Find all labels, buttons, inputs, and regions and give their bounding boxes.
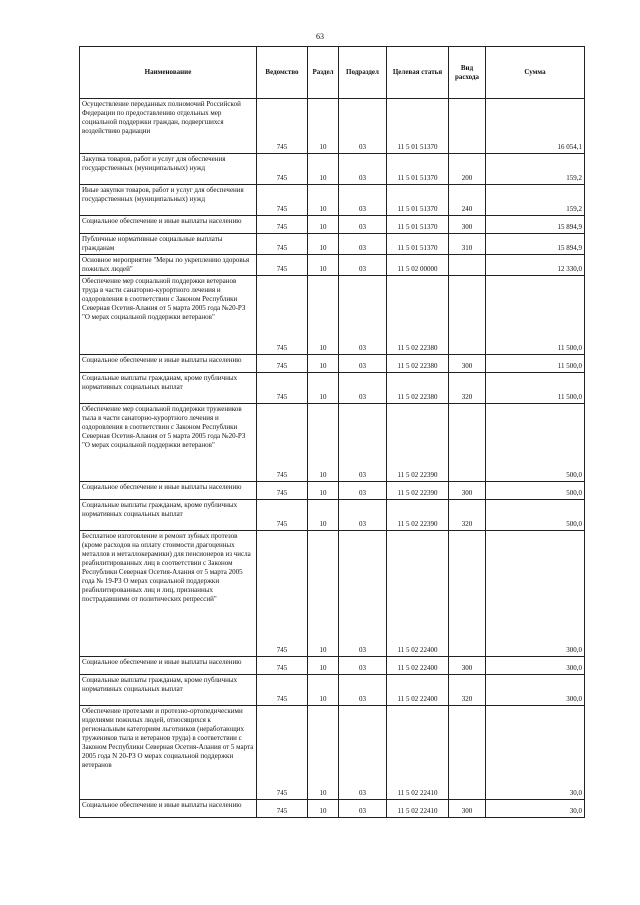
row-expense-kind: 240 <box>449 185 486 216</box>
row-department: 745 <box>257 234 308 255</box>
header-department: Ведомство <box>257 47 308 99</box>
row-department: 745 <box>257 216 308 234</box>
header-article: Целевая статья <box>387 47 449 99</box>
table-row <box>80 185 585 216</box>
row-section: 10 <box>308 675 339 706</box>
row-subsection: 03 <box>339 657 387 675</box>
row-section: 10 <box>308 216 339 234</box>
row-name: Социальное обеспечение и иные выплаты населению <box>80 216 257 234</box>
row-department: 745 <box>257 404 308 482</box>
table-row <box>80 276 585 355</box>
row-department: 745 <box>257 255 308 276</box>
row-name: Социальное обеспечение и иные выплаты населению <box>80 657 257 675</box>
row-expense-kind <box>449 706 486 800</box>
row-name: Иные закупки товаров, работ и услуг для обеспечения государственных (муниципальных) нужд <box>80 185 257 216</box>
row-subsection: 03 <box>339 255 387 276</box>
header-subsection: Подраздел <box>339 47 387 99</box>
row-section: 10 <box>308 276 339 355</box>
row-subsection: 03 <box>339 675 387 706</box>
row-subsection: 03 <box>339 355 387 373</box>
row-section: 10 <box>308 154 339 185</box>
row-sum: 15 894,9 <box>486 234 585 255</box>
row-department: 745 <box>257 373 308 404</box>
table-row <box>80 800 585 818</box>
row-expense-kind: 300 <box>449 800 486 818</box>
row-article: 11 5 01 51370 <box>387 99 449 154</box>
row-subsection: 03 <box>339 185 387 216</box>
row-sum: 11 500,0 <box>486 373 585 404</box>
row-article: 11 5 02 22390 <box>387 482 449 500</box>
row-subsection: 03 <box>339 706 387 800</box>
row-subsection: 03 <box>339 99 387 154</box>
row-article: 11 5 01 51370 <box>387 234 449 255</box>
header-section: Раздел <box>308 47 339 99</box>
row-section: 10 <box>308 500 339 531</box>
row-name: Публичные нормативные социальные выплаты гражданам <box>80 234 257 255</box>
header-name: Наименование <box>80 47 257 99</box>
row-subsection: 03 <box>339 234 387 255</box>
row-name: Закупка товаров, работ и услуг для обеспечения государственных (муниципальных) нужд <box>80 154 257 185</box>
header-sum: Сумма <box>486 47 585 99</box>
table-row <box>80 355 585 373</box>
row-section: 10 <box>308 482 339 500</box>
row-name: Обеспечение мер социальной поддержки ветеранов труда в части санаторно-курортного лечения и оздоровления в соответствии с Законом Республики Северная Осетия-Алания от 5 марта 2005 года №20-РЗ "О мерах социальной поддержки ветеранов" <box>80 276 257 355</box>
row-subsection: 03 <box>339 500 387 531</box>
row-expense-kind <box>449 255 486 276</box>
row-expense-kind: 300 <box>449 482 486 500</box>
table-row <box>80 154 585 185</box>
table-row <box>80 675 585 706</box>
row-department: 745 <box>257 706 308 800</box>
row-subsection: 03 <box>339 404 387 482</box>
row-expense-kind: 320 <box>449 675 486 706</box>
row-department: 745 <box>257 531 308 657</box>
row-name: Социальное обеспечение и иные выплаты населению <box>80 482 257 500</box>
row-name: Основное мероприятие "Меры по укреплению здоровья пожилых людей" <box>80 255 257 276</box>
row-department: 745 <box>257 657 308 675</box>
row-name: Социальные выплаты гражданам, кроме публичных нормативных социальных выплат <box>80 373 257 404</box>
row-subsection: 03 <box>339 276 387 355</box>
row-section: 10 <box>308 185 339 216</box>
row-sum: 159,2 <box>486 185 585 216</box>
row-section: 10 <box>308 234 339 255</box>
row-article: 11 5 02 22400 <box>387 531 449 657</box>
row-subsection: 03 <box>339 373 387 404</box>
row-department: 745 <box>257 185 308 216</box>
table-row <box>80 234 585 255</box>
row-section: 10 <box>308 255 339 276</box>
row-subsection: 03 <box>339 154 387 185</box>
row-name: Осуществление переданных полномочий Российской Федерации по предоставлению отдельных мер социальной поддержки граждан, подвергшихся воздействию радиации <box>80 99 257 154</box>
row-expense-kind: 320 <box>449 373 486 404</box>
row-article: 11 5 02 22400 <box>387 675 449 706</box>
row-subsection: 03 <box>339 531 387 657</box>
table-row <box>80 500 585 531</box>
row-department: 745 <box>257 99 308 154</box>
table-row <box>80 404 585 482</box>
row-subsection: 03 <box>339 800 387 818</box>
row-sum: 500,0 <box>486 404 585 482</box>
row-expense-kind: 300 <box>449 657 486 675</box>
row-article: 11 5 02 22410 <box>387 706 449 800</box>
table-row <box>80 216 585 234</box>
row-expense-kind: 200 <box>449 154 486 185</box>
row-expense-kind <box>449 531 486 657</box>
row-article: 11 5 02 22390 <box>387 404 449 482</box>
budget-table <box>79 46 585 818</box>
row-sum: 30,0 <box>486 706 585 800</box>
row-article: 11 5 02 22400 <box>387 657 449 675</box>
row-department: 745 <box>257 276 308 355</box>
row-section: 10 <box>308 800 339 818</box>
row-subsection: 03 <box>339 482 387 500</box>
row-subsection: 03 <box>339 216 387 234</box>
row-section: 10 <box>308 99 339 154</box>
row-department: 745 <box>257 482 308 500</box>
table-row <box>80 373 585 404</box>
row-section: 10 <box>308 657 339 675</box>
row-section: 10 <box>308 706 339 800</box>
row-department: 745 <box>257 500 308 531</box>
row-article: 11 5 02 22380 <box>387 276 449 355</box>
row-department: 745 <box>257 154 308 185</box>
row-article: 11 5 02 22410 <box>387 800 449 818</box>
row-expense-kind: 310 <box>449 234 486 255</box>
table-body <box>80 99 585 818</box>
table-row <box>80 99 585 154</box>
row-article: 11 5 02 22380 <box>387 373 449 404</box>
table-row <box>80 706 585 800</box>
row-article: 11 5 02 22390 <box>387 500 449 531</box>
row-sum: 15 894,9 <box>486 216 585 234</box>
row-expense-kind: 320 <box>449 500 486 531</box>
row-name: Обеспечение мер социальной поддержки тружеников тыла в части санаторно-курортного лечения и оздоровления в соответствии с Законом Республики Северная Осетия-Алания от 5 марта 2005 года №20-РЗ "О мерах социальной поддержки ветеранов" <box>80 404 257 482</box>
row-expense-kind: 300 <box>449 216 486 234</box>
row-article: 11 5 02 00000 <box>387 255 449 276</box>
page-number: 63 <box>316 32 324 41</box>
row-section: 10 <box>308 404 339 482</box>
row-name: Обеспечение протезами и протезно-ортопедическими изделиями пожилых людей, относящихся к региональным категориям льготников (неработающих тружеников тыла и ветеранов труда) в соответствии с Законом Республики Северная Осетия-Алания от 5 марта 2005 года N 20-РЗ О мерах социальной поддержки ветеранов <box>80 706 257 800</box>
row-article: 11 5 01 51370 <box>387 216 449 234</box>
row-name: Социальное обеспечение и иные выплаты населению <box>80 800 257 818</box>
table-row <box>80 255 585 276</box>
row-name: Социальные выплаты гражданам, кроме публичных нормативных социальных выплат <box>80 500 257 531</box>
row-sum: 300,0 <box>486 675 585 706</box>
row-section: 10 <box>308 355 339 373</box>
row-article: 11 5 02 22380 <box>387 355 449 373</box>
row-department: 745 <box>257 800 308 818</box>
row-sum: 11 500,0 <box>486 355 585 373</box>
row-expense-kind: 300 <box>449 355 486 373</box>
row-name: Социальные выплаты гражданам, кроме публичных нормативных социальных выплат <box>80 675 257 706</box>
table-row <box>80 531 585 657</box>
row-name: Бесплатное изготовление и ремонт зубных протезов (кроме расходов на оплату стоимости драгоценных металлов и металлокерамики) для пенсионеров из числа реабилитированных лиц в соответствии с Законом Республики Северная Осетия-Алания от 5 марта 2005 года № 19-РЗ О мерах социальной поддержки реабилитированных лиц и лиц, признанных пострадавшими от политических репрессий" <box>80 531 257 657</box>
table-row <box>80 657 585 675</box>
row-sum: 300,0 <box>486 531 585 657</box>
table-header-row <box>80 47 585 99</box>
row-article: 11 5 01 51370 <box>387 185 449 216</box>
row-expense-kind <box>449 99 486 154</box>
row-sum: 300,0 <box>486 657 585 675</box>
row-sum: 500,0 <box>486 500 585 531</box>
row-article: 11 5 01 51370 <box>387 154 449 185</box>
row-expense-kind <box>449 276 486 355</box>
row-sum: 159,2 <box>486 154 585 185</box>
row-name: Социальное обеспечение и иные выплаты населению <box>80 355 257 373</box>
row-department: 745 <box>257 355 308 373</box>
row-sum: 12 330,0 <box>486 255 585 276</box>
row-expense-kind <box>449 404 486 482</box>
row-section: 10 <box>308 373 339 404</box>
row-sum: 500,0 <box>486 482 585 500</box>
row-sum: 16 054,1 <box>486 99 585 154</box>
row-sum: 11 500,0 <box>486 276 585 355</box>
table-row <box>80 482 585 500</box>
row-section: 10 <box>308 531 339 657</box>
row-sum: 30,0 <box>486 800 585 818</box>
header-expense-kind: Вид расхода <box>449 47 486 99</box>
row-department: 745 <box>257 675 308 706</box>
